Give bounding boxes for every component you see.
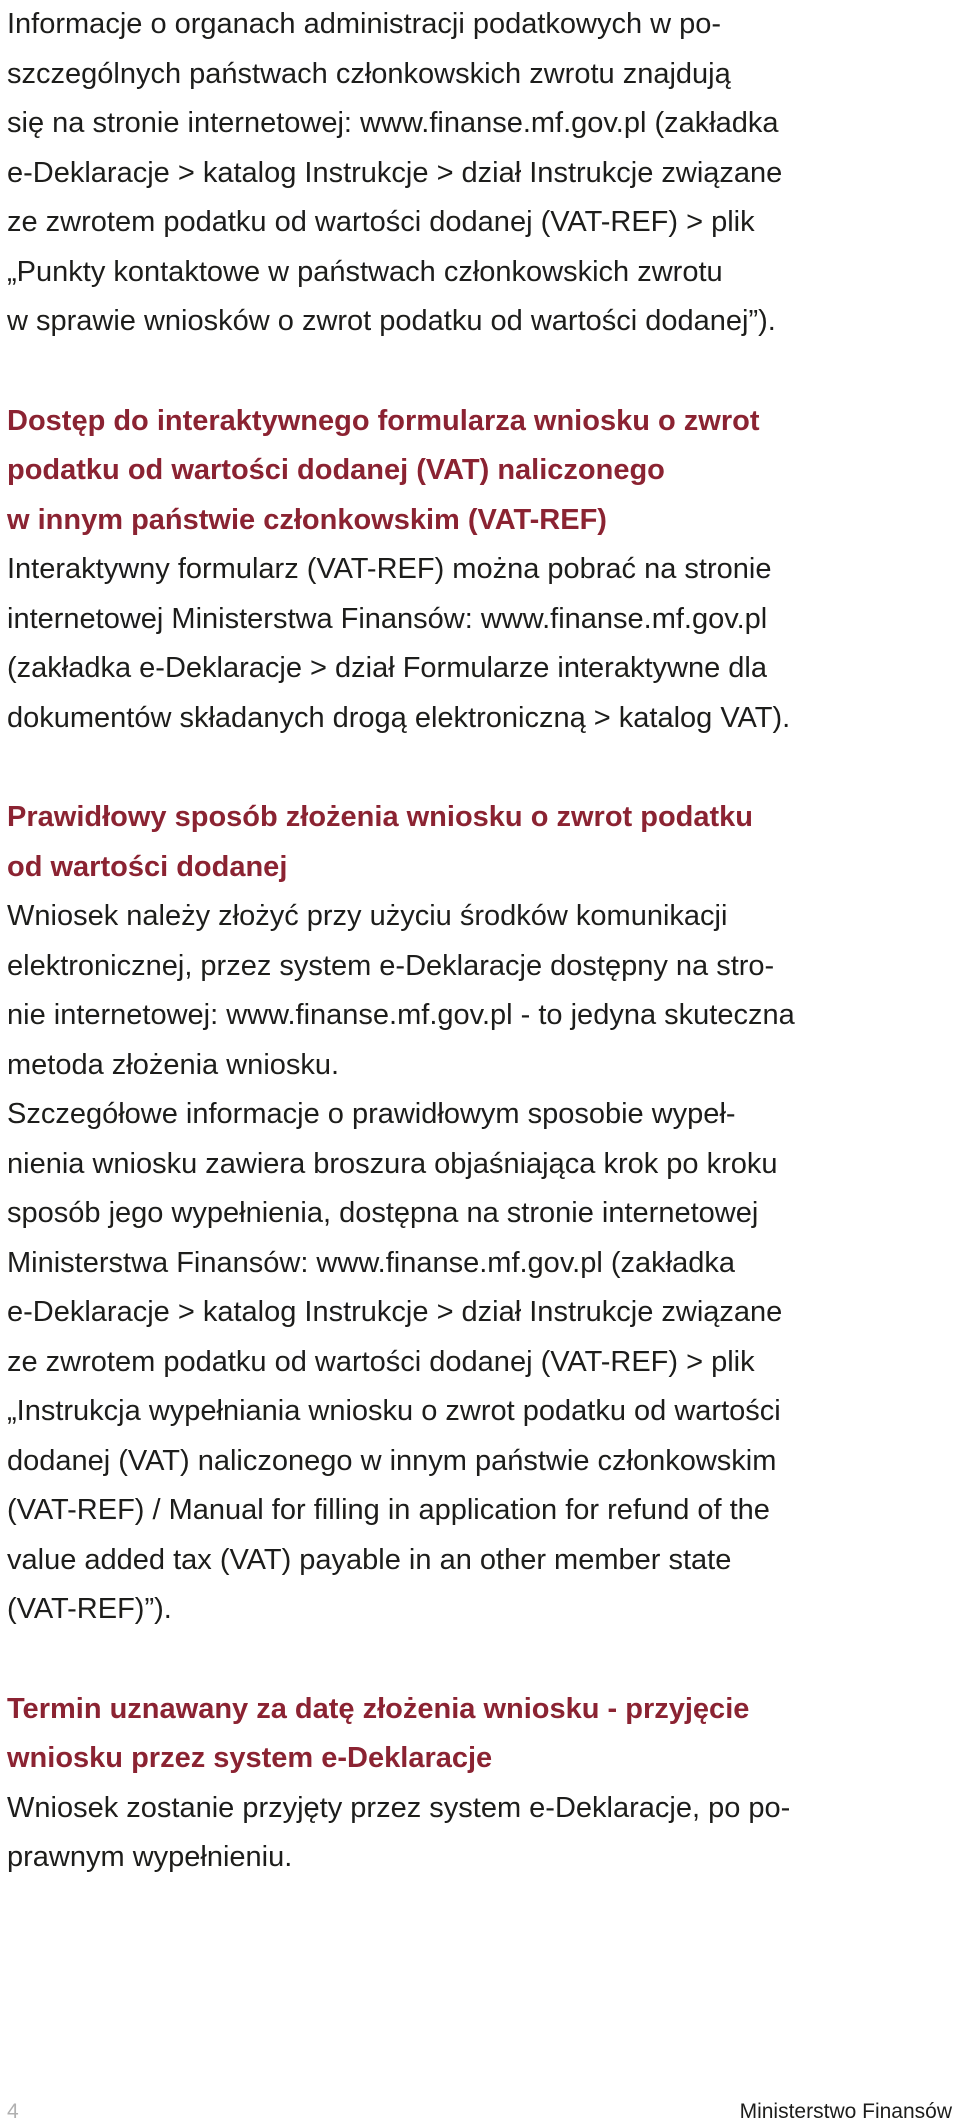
body-line: sposób jego wypełnienia, dostępna na stronie internetowej <box>7 1197 759 1229</box>
body-line: ze zwrotem podatku od wartości dodanej (VAT-REF) > plik <box>7 1345 755 1378</box>
heading-line: Termin uznawany za datę złożenia wniosku - przyjęcie <box>7 1692 750 1725</box>
section-body <box>7 892 937 1635</box>
intro-line: w sprawie wniosków o zwrot podatku od wartości dodanej”). <box>7 305 776 337</box>
intro-line: szczególnych państwach członkowskich zwrotu znajdują <box>7 57 731 90</box>
body-line: Szczegółowe informacje o prawidłowym sposobie wypeł- <box>7 1098 736 1130</box>
body-line: dokumentów składanych drogą elektroniczną > katalog VAT). <box>7 701 791 734</box>
body-line: dodanej (VAT) naliczonego w innym państwie członkowskim <box>7 1444 777 1477</box>
intro-line: ze zwrotem podatku od wartości dodanej (VAT-REF) > plik <box>7 206 755 238</box>
body-line: e-Deklaracje > katalog Instrukcje > dział Instrukcje związane <box>7 1296 783 1328</box>
body-line: nienia wniosku zawiera broszura objaśniająca krok po kroku <box>7 1147 778 1180</box>
page-number: 4 <box>7 2100 19 2123</box>
section-spacer <box>7 347 937 397</box>
body-line: Wniosek należy złożyć przy użyciu środków komunikacji <box>7 900 728 932</box>
heading-line: od wartości dodanej <box>7 850 288 883</box>
footer-organization: Ministerstwo Finansów <box>739 2100 952 2123</box>
intro-line: się na stronie internetowej: www.finanse.mf.gov.pl (zakładka <box>7 107 779 139</box>
body-line: (VAT-REF) / Manual for filling in application for refund of the <box>7 1494 770 1526</box>
section-spacer <box>7 1635 937 1685</box>
page-content <box>7 0 937 1883</box>
body-line: internetowej Ministerstwa Finansów: www.finanse.mf.gov.pl <box>7 602 768 635</box>
section-heading <box>7 793 937 892</box>
section-form-access <box>7 397 937 744</box>
section-body <box>7 545 937 743</box>
body-line: (VAT-REF)”). <box>7 1593 172 1625</box>
section-submission-method <box>7 793 937 1635</box>
body-line: Interaktywny formularz (VAT-REF) można pobrać na stronie <box>7 553 772 585</box>
intro-line: e-Deklaracje > katalog Instrukcje > dział Instrukcje związane <box>7 156 783 189</box>
body-line: nie internetowej: www.finanse.mf.gov.pl - to jedyna skuteczna <box>7 999 795 1031</box>
body-line: elektronicznej, przez system e-Deklaracje dostępny na stro- <box>7 949 775 982</box>
body-line: „Instrukcja wypełniania wniosku o zwrot podatku od wartości <box>7 1395 781 1427</box>
body-line: Ministerstwa Finansów: www.finanse.mf.gov.pl (zakładka <box>7 1246 735 1279</box>
section-heading <box>7 1685 937 1784</box>
intro-line: Informacje o organach administracji podatkowych w po- <box>7 8 722 40</box>
section-submission-date <box>7 1685 937 1883</box>
heading-line: Prawidłowy sposób złożenia wniosku o zwrot podatku <box>7 801 754 833</box>
intro-paragraph <box>7 0 937 347</box>
body-line: metoda złożenia wniosku. <box>7 1048 340 1081</box>
section-body <box>7 1784 937 1883</box>
section-heading <box>7 397 937 546</box>
heading-line: w innym państwie członkowskim (VAT-REF) <box>7 503 607 536</box>
heading-line: podatku od wartości dodanej (VAT) naliczonego <box>7 454 665 486</box>
heading-line: wniosku przez system e-Deklaracje <box>7 1742 493 1774</box>
heading-line: Dostęp do interaktywnego formularza wniosku o zwrot <box>7 404 760 437</box>
body-line: Wniosek zostanie przyjęty przez system e-Deklaracje, po po- <box>7 1791 791 1824</box>
body-line: value added tax (VAT) payable in an other member state <box>7 1543 732 1576</box>
section-spacer <box>7 743 937 793</box>
intro-line: „Punkty kontaktowe w państwach członkowskich zwrotu <box>7 255 723 288</box>
body-line: prawnym wypełnieniu. <box>7 1841 293 1873</box>
body-line: (zakładka e-Deklaracje > dział Formularze interaktywne dla <box>7 652 767 684</box>
